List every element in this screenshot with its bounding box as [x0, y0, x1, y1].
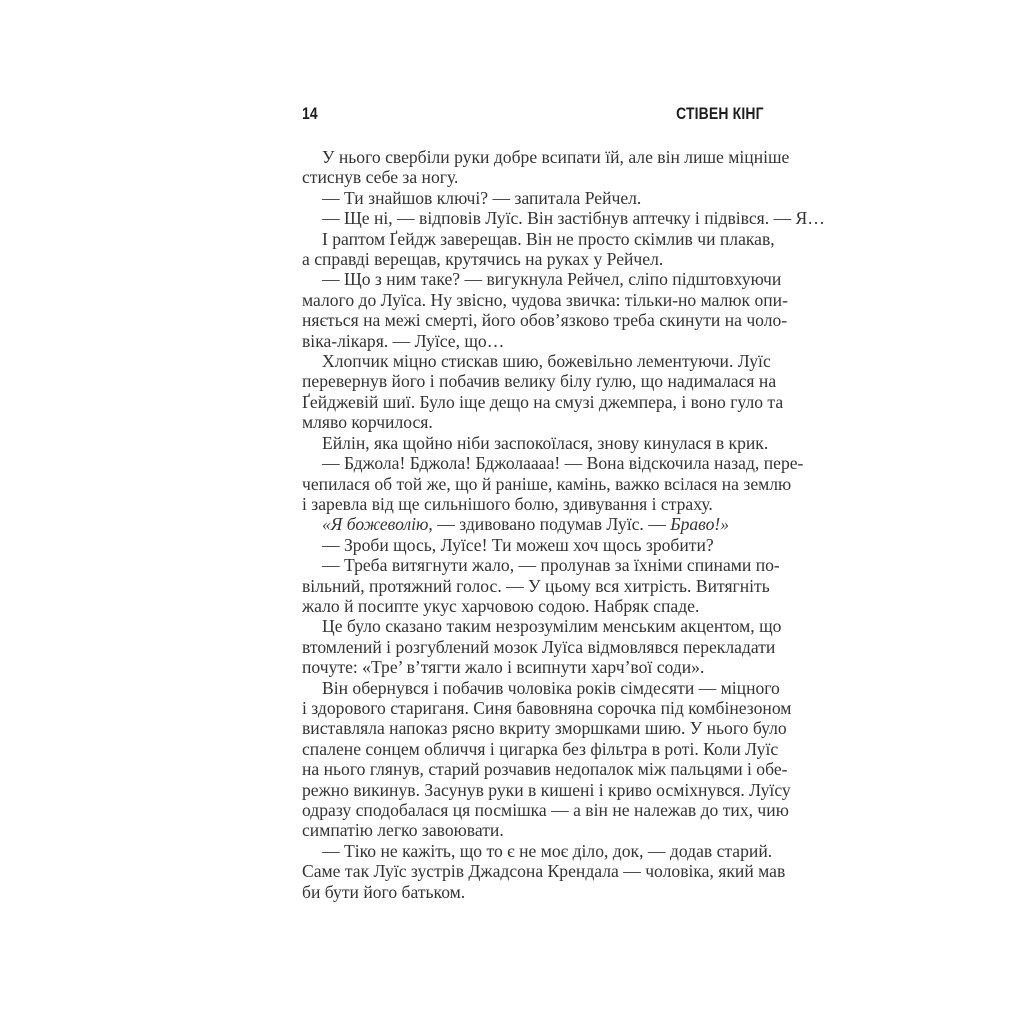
text-line: стиснув себе за ногу.	[302, 167, 459, 188]
text-line: одразу сподобалася ця посмішка — а він не належав до тих, чию	[302, 800, 789, 820]
italic-text: «Я божеволію	[322, 514, 429, 535]
text-line: Хлопчик міцно стискав шию, божевільно лементуючи. Луїс	[322, 351, 771, 372]
running-title: СТІВЕН КІНГ	[676, 104, 764, 123]
italic-text: Браво!»	[670, 514, 730, 535]
text-line: втомлений і розгублений мозок Луїса відмовлявся перекладати	[302, 636, 776, 657]
text-line: жало й посипте укус харчовою содою. Набряк спаде.	[302, 595, 700, 616]
text-line: — Бджола! Бджола! Бджолаааа! — Вона відскочила назад, пере-	[322, 453, 804, 474]
text-line: віка-лікаря. — Луїсе, що…	[302, 330, 505, 351]
text-line: на нього глянув, старий розчавив недопалок між пальцями і обе-	[302, 759, 788, 780]
text-line: а справді верещав, крутячись на руках у Рейчел.	[302, 249, 664, 270]
text-line: — Зроби щось, Луїсе! Ти можеш хоч щось зробити?	[322, 534, 714, 555]
text-line	[302, 514, 764, 534]
text-line: — Треба витягнути жало, — пролунав за їхніми спинами по-	[322, 555, 780, 576]
text-line: режно викинув. Засунув руки в кишені і криво осміхнувся. Луїсу	[302, 779, 791, 800]
running-header	[302, 104, 764, 126]
text-line: няється на межі смерті, його обов’язково треба скинути на чоло-	[302, 310, 788, 331]
book-page	[302, 104, 825, 902]
page-number: 14	[302, 104, 318, 123]
text-line: би бути його батьком.	[302, 881, 466, 902]
text-line: — Ще ні, — відповів Луїс. Він застібнув аптечку і підвівся. — Я…	[322, 208, 825, 229]
text-line: і здорового стариганя. Синя бавовняна сорочка під комбінезоном	[302, 697, 792, 718]
text-line: почуте: «Тре’ в’тягти жало і всипнути харч’вої соди».	[302, 657, 705, 678]
text-line: симпатію легко завоювати.	[302, 820, 504, 841]
text-line: мляво корчилося.	[302, 412, 433, 433]
text-line: — Що з ним таке? — вигукнула Рейчел, сліпо підштовхуючи	[322, 269, 782, 290]
text-line: Саме так Луїс зустрів Джадсона Крендала — чоловіка, який мав	[302, 861, 786, 882]
body-text	[302, 147, 825, 902]
text-line: — Тіко не кажіть, що то є не моє діло, док, — додав старий.	[322, 840, 773, 861]
text-line: — Ти знайшов ключі? — запитала Рейчел.	[322, 187, 642, 208]
text-line: Він обернувся і побачив чоловіка років сімдесяти — міцного	[322, 677, 780, 698]
text-line: спалене сонцем обличчя і цигарка без фільтра в роті. Коли Луїс	[302, 738, 779, 759]
text-line: У нього свербіли руки добре всипати їй, але він лише міцніше	[322, 147, 790, 167]
text-line: Ейлін, яка щойно ніби заспокоїлася, знову кинулася в крик.	[322, 432, 769, 453]
text: , — здивовано подумав Луїс. —	[428, 514, 671, 535]
text-line: І раптом Ґейдж заверещав. Він не просто скімлив чи плакав,	[322, 228, 775, 249]
text-line: чепилася об той же, що й раніше, камінь, важко всілася на землю	[302, 473, 792, 494]
text-line: і заревла від ще сильнішого болю, здивування і страху.	[302, 493, 713, 514]
text-line: перевернув його і побачив велику білу ґулю, що надималася на	[302, 371, 777, 392]
text-line: Ґейджевій шиї. Було іще дещо на смузі джемпера, і воно гуло та	[302, 391, 784, 412]
text-line: малого до Луїса. Ну звісно, чудова звичка: тільки-но малюк опи-	[302, 289, 788, 310]
text-line: Це було сказано таким незрозумілим менським акцентом, що	[322, 616, 782, 637]
text-line: вільний, протяжний голос. — У цьому вся хитрість. Витягніть	[302, 575, 770, 596]
text-line: виставляла напоказ рясно вкриту зморшками шию. У нього було	[302, 718, 787, 739]
